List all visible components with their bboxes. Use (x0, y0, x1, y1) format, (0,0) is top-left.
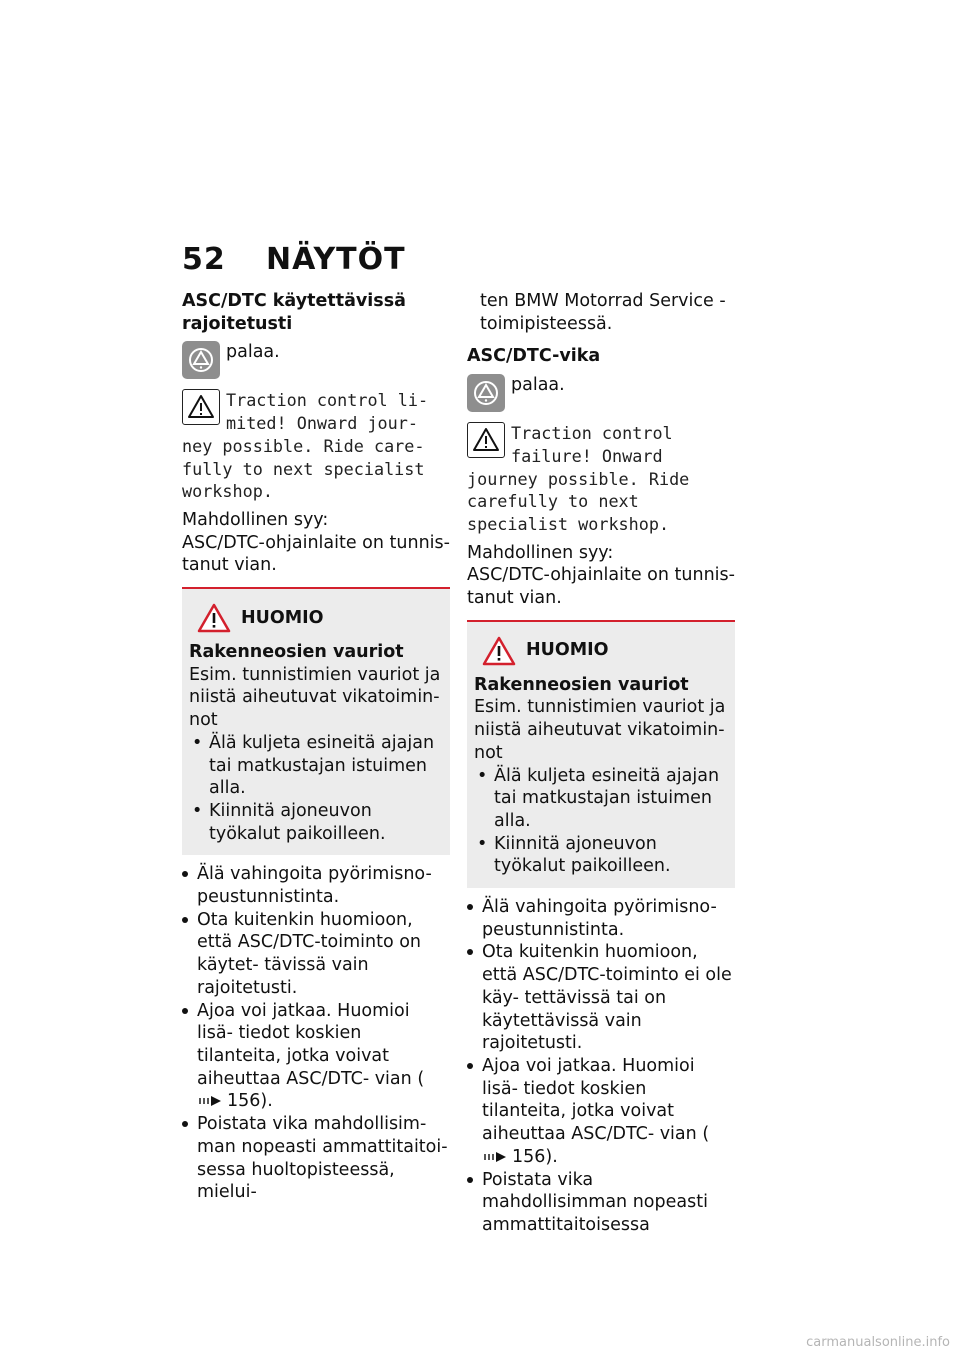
instruction-list (182, 863, 450, 1204)
warning-triangle-icon (467, 422, 505, 458)
page-reference-arrow-icon (484, 1151, 508, 1163)
list-item: Ajoa voi jatkaa. Huomioi lisä- tiedot koskien tilanteita, jotka voivat aiheuttaa ASC/DTC- vian (156). (182, 1000, 450, 1114)
notice-desc: Esim. tunnistimien vauriot ja niistä aiheutuvat vikatoimin- not (189, 664, 441, 731)
page-number: 52 (182, 242, 226, 277)
notice-subtitle: Rakenneosien vauriot (474, 674, 689, 695)
indicator-row (467, 374, 735, 412)
list-item: • Älä kuljeta esineitä ajajan tai matkustajan istuimen alla. (189, 732, 442, 800)
list-item: • Älä kuljeta esineitä ajajan tai matkustajan istuimen alla. (474, 765, 727, 833)
cause-label: Mahdollinen syy: (467, 542, 614, 563)
cause-text: ASC/DTC-ohjainlaite on tunnis- tanut vian. (182, 532, 450, 576)
page-title: NÄYTÖT (266, 242, 406, 277)
list-item: Ota kuitenkin huomioon, että ASC/DTC-toiminto on käytet- tävissä vain rajoitetusti. (182, 909, 450, 1000)
list-item: Poistata vika mahdollisim- man nopeasti ammattitaitoi- sessa huoltopisteessä, mielui- (182, 1113, 450, 1204)
right-column (467, 290, 735, 1237)
notice-box (467, 620, 735, 888)
page-reference-arrow-icon (199, 1095, 223, 1107)
cause-text: ASC/DTC-ohjainlaite on tunnis- tanut vian. (467, 565, 735, 609)
indicator-text: palaa. (511, 375, 565, 396)
list-item: Poistata vika mahdollisimman nopeasti ammattitaitoisessa (467, 1169, 735, 1237)
notice-label: HUOMIO (241, 607, 324, 628)
display-message: Traction control li- mited! Onward jour- ney possible. Ride care- fully to next specialist workshop. (182, 390, 429, 502)
cause-label: Mahdollinen syy: (182, 509, 329, 530)
notice-desc: Esim. tunnistimien vauriot ja niistä aiheutuvat vikatoimin- not (474, 697, 726, 763)
list-item: • Kiinnitä ajoneuvon työkalut paikoilleen. (189, 800, 442, 845)
list-item: • Kiinnitä ajoneuvon työkalut paikoilleen. (474, 833, 727, 878)
notice-box (182, 587, 450, 855)
page-reference-link[interactable]: 156 (512, 1146, 546, 1167)
indicator-row (182, 341, 450, 379)
list-item: Älä vahingoita pyörimisno- peustunnistinta. (182, 863, 450, 908)
display-message: Traction control failure! Onward journey possible. Ride carefully to next specialist workshop. (467, 423, 690, 534)
watermark: carmanualsonline.info (806, 1335, 950, 1350)
list-item: Älä vahingoita pyörimisno- peustunnistinta. (467, 896, 735, 941)
notice-list (189, 732, 442, 846)
caution-icon (197, 603, 231, 633)
caution-icon (482, 636, 516, 666)
notice-subtitle: Rakenneosien vauriot (189, 642, 404, 663)
notice-list (474, 765, 727, 879)
list-item: Ajoa voi jatkaa. Huomioi lisä- tiedot koskien tilanteita, jotka voivat aiheuttaa ASC/DTC- vian (156). (467, 1055, 735, 1169)
asc-warning-light-icon (467, 374, 505, 412)
section-heading: ASC/DTC-vika (467, 346, 601, 367)
list-item: Ota kuitenkin huomioon, että ASC/DTC-toiminto ei ole käy- tettävissä tai on käytettävissä vain rajoitetusti. (467, 941, 735, 1055)
asc-warning-light-icon (182, 341, 220, 379)
page-reference-link[interactable]: 156 (227, 1091, 261, 1112)
instruction-list (467, 896, 735, 1237)
continuation-text: ten BMW Motorrad Service -toimipisteessä. (480, 291, 726, 334)
notice-label: HUOMIO (526, 640, 609, 661)
indicator-text: palaa. (226, 342, 280, 363)
warning-triangle-icon (182, 389, 220, 425)
section-heading: ASC/DTC käytettävissä rajoitetusti (182, 291, 406, 334)
left-column (182, 290, 450, 1204)
